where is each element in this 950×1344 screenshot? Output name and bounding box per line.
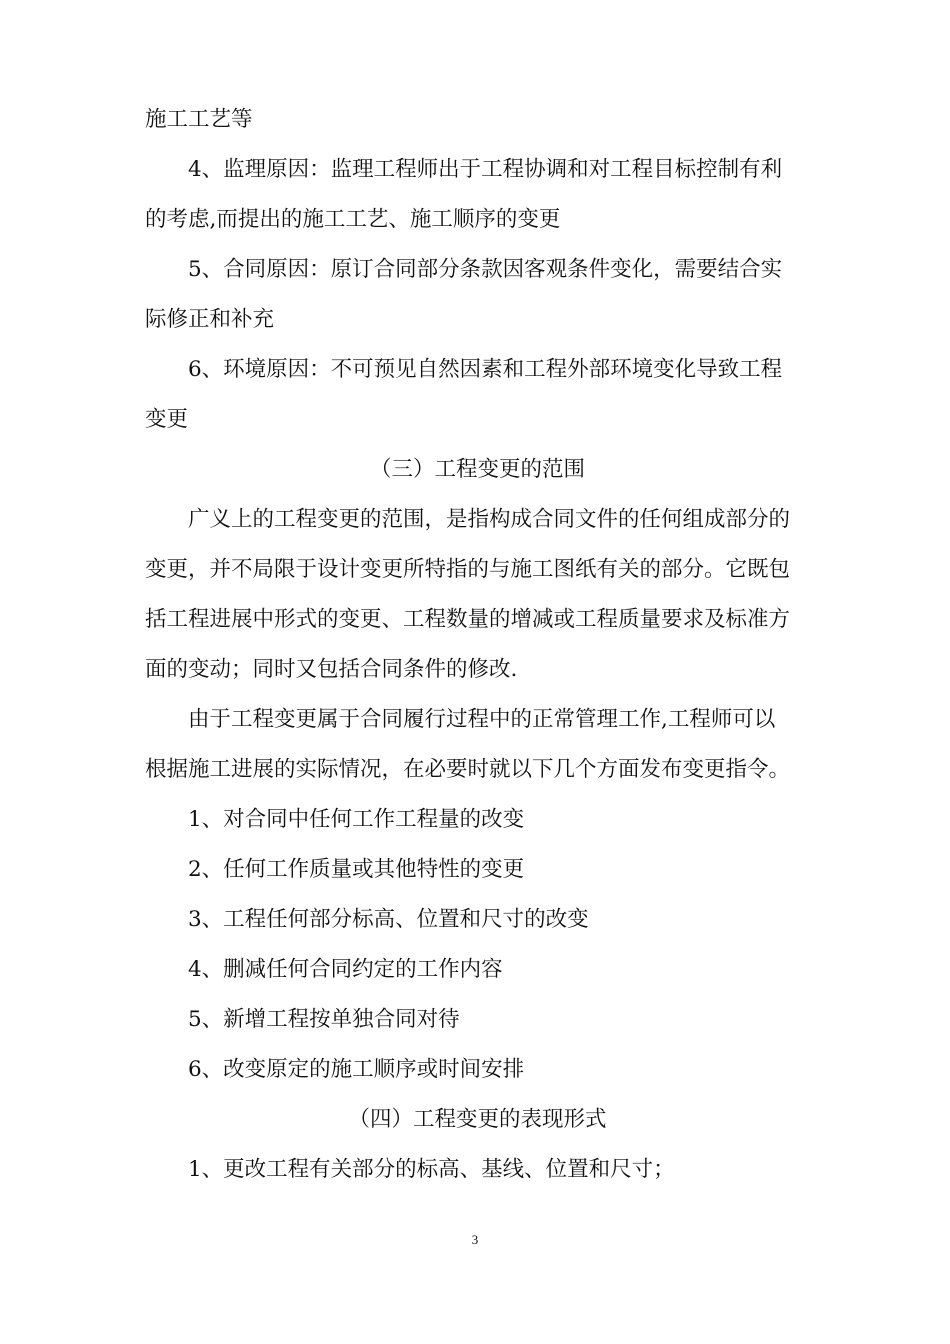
list-item-supervision-reason: 4、监理原因：监理工程师出于工程协调和对工程目标控制有利 bbox=[188, 157, 783, 182]
paragraph-line: 面的变动；同时又包括合同条件的修改. bbox=[145, 657, 518, 682]
paragraph-line: 变更，并不局限于设计变更所特指的与施工图纸有关的部分。它既包 bbox=[145, 557, 791, 582]
list-item-scope-2: 2、任何工作质量或其他特性的变更 bbox=[188, 857, 525, 882]
paragraph-line: 广义上的工程变更的范围，是指构成合同文件的任何组成部分的 bbox=[188, 507, 791, 532]
paragraph-line: 变更 bbox=[145, 407, 189, 432]
paragraph-line: 的考虑,而提出的施工工艺、施工顺序的变更 bbox=[145, 207, 561, 232]
paragraph-line: 括工程进展中形式的变更、工程数量的增减或工程质量要求及标准方 bbox=[145, 607, 791, 632]
list-item-contract-reason: 5、合同原因：原订合同部分条款因客观条件变化，需要结合实 bbox=[188, 257, 783, 282]
section-heading-scope: （三）工程变更的范围 bbox=[369, 457, 585, 482]
list-item-scope-6: 6、改变原定的施工顺序或时间安排 bbox=[188, 1057, 525, 1082]
paragraph-line: 施工工艺等 bbox=[145, 107, 253, 132]
page-number: 3 bbox=[471, 1232, 479, 1247]
list-item-scope-3: 3、工程任何部分标高、位置和尺寸的改变 bbox=[188, 907, 589, 932]
section-heading-forms: （四）工程变更的表现形式 bbox=[348, 1107, 607, 1132]
list-item-forms-1: 1、更改工程有关部分的标高、基线、位置和尺寸； bbox=[188, 1157, 675, 1182]
paragraph-line: 际修正和补充 bbox=[145, 307, 275, 332]
list-item-scope-4: 4、删减任何合同约定的工作内容 bbox=[188, 957, 503, 982]
paragraph-line: 根据施工进展的实际情况，在必要时就以下几个方面发布变更指令。 bbox=[145, 757, 791, 782]
list-item-environment-reason: 6、环境原因：不可预见自然因素和工程外部环境变化导致工程 bbox=[188, 357, 783, 382]
paragraph-line: 由于工程变更属于合同履行过程中的正常管理工作,工程师可以 bbox=[188, 707, 776, 732]
list-item-scope-5: 5、新增工程按单独合同对待 bbox=[188, 1007, 460, 1032]
list-item-scope-1: 1、对合同中任何工作工程量的改变 bbox=[188, 807, 525, 832]
